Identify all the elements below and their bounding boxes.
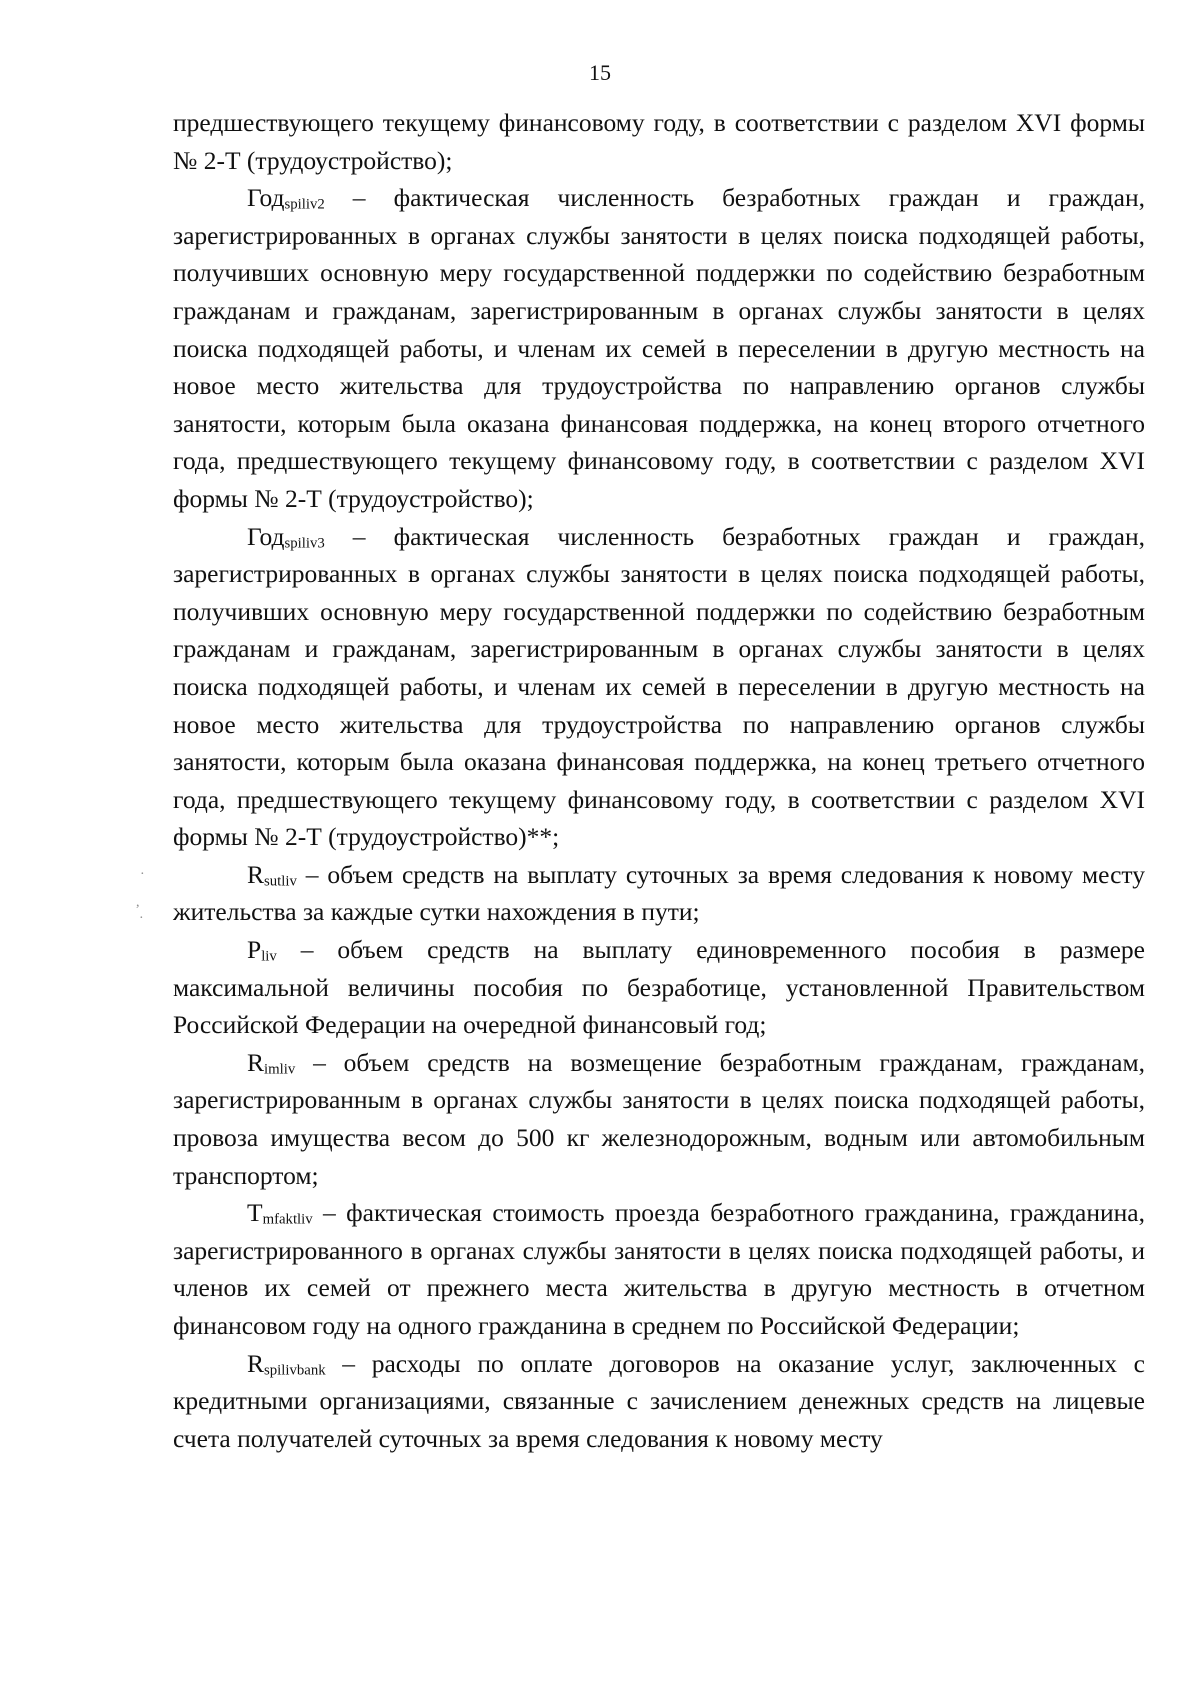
definition-text: – фактическая стоимость проезда безработного гражданина, гражданина, зарегистрированного в органах службы занятости в целях поиска подходящей работы, и членов их семей от прежнего места жительства в другую местность в отчетном финансовом году на одного гражданина в среднем по Российской Федерации;: [173, 1198, 1145, 1340]
paragraph-continuation: [173, 104, 1145, 179]
formula-symbol: [247, 1048, 295, 1077]
symbol-subscript: sutliv: [264, 873, 297, 890]
symbol-base: Год: [247, 183, 285, 213]
definition-p-liv: [173, 931, 1145, 1044]
scan-speck-mark: ,: [136, 895, 140, 910]
symbol-subscript: spiliv2: [284, 196, 325, 213]
definition-r-spilivbank: [173, 1345, 1145, 1458]
symbol-base: R: [247, 1047, 265, 1077]
definition-text: – фактическая численность безработных граждан и граждан, зарегистрированных в органах службы занятости в целях поиска подходящей работы, получивших основную меру государственной поддержки по содействию безработным гражданам и гражданам, зарегистрированным в органах службы занятости в целях поиска подходящей работы, и членам их семей в переселении в другую местность на новое место жительства для трудоустройства по направлению органов службы занятости, которым была оказана финансовая поддержка, на конец второго отчетного года, предшествующего текущему финансовому году, в соответствии с разделом XVI формы № 2-Т (трудоустройство);: [173, 183, 1145, 513]
definition-t-mfaktliv: [173, 1194, 1145, 1344]
definition-text: – расходы по оплате договоров на оказание услуг, заключенных с кредитными организациями, связанные с зачислением денежных средств на лицевые счета получателей суточных за время следования к новому месту: [173, 1348, 1145, 1453]
definition-text: – фактическая численность безработных граждан и граждан, зарегистрированных в органах службы занятости в целях поиска подходящей работы, получивших основную меру государственной поддержки по содействию безработным гражданам и гражданам, зарегистрированным в органах службы занятости в целях поиска подходящей работы, и членам их семей в переселении в другую местность на новое место жительства для трудоустройства по направлению органов службы занятости, которым была оказана финансовая поддержка, на конец третьего отчетного года, предшествующего текущему финансовому году, в соответствии с разделом XVI формы № 2-Т (трудоустройство)**;: [173, 521, 1145, 852]
formula-symbol: [247, 935, 277, 964]
definition-r-sutliv: [173, 856, 1145, 931]
symbol-subscript: liv: [261, 948, 277, 965]
definition-text: – объем средств на выплату единовременного пособия в размере максимальной величины пособия по безработице, установленной Правительством Российской Федерации на очередной финансовый год;: [173, 935, 1145, 1040]
body-text: [173, 104, 1145, 1457]
formula-symbol: [247, 1349, 326, 1378]
symbol-subscript: mfaktliv: [262, 1211, 313, 1228]
symbol-base: Год: [247, 521, 285, 551]
symbol-subscript: spiliv3: [284, 535, 325, 552]
definition-god-spiliv2: [173, 179, 1145, 517]
formula-symbol: [247, 1198, 313, 1227]
symbol-base: P: [247, 935, 262, 965]
definition-text: – объем средств на выплату суточных за время следования к новому месту жительства за каждые сутки нахождения в пути;: [173, 859, 1145, 927]
symbol-base: T: [247, 1198, 263, 1228]
scan-speck-mark: ·: [139, 911, 144, 926]
symbol-base: R: [247, 1348, 265, 1378]
symbol-subscript: imliv: [264, 1061, 296, 1078]
definition-r-imliv: [173, 1044, 1145, 1194]
formula-symbol: [247, 183, 325, 212]
formula-symbol: [247, 522, 325, 551]
symbol-subscript: spilivbank: [264, 1362, 326, 1379]
formula-symbol: [247, 860, 297, 889]
definition-god-spiliv3: [173, 518, 1145, 856]
symbol-base: R: [247, 859, 265, 889]
scan-speck-mark: ·: [140, 867, 145, 882]
paragraph-text: предшествующего текущему финансовому году, в соответствии с разделом XVI формы № 2-Т (трудоустройство);: [173, 108, 1145, 175]
definition-text: – объем средств на возмещение безработным гражданам, гражданам, зарегистрированным в органах службы занятости в целях поиска подходящей работы, провоза имущества весом до 500 кг железнодорожным, водным или автомобильным транспортом;: [173, 1047, 1145, 1190]
page-number: 15: [589, 60, 611, 85]
